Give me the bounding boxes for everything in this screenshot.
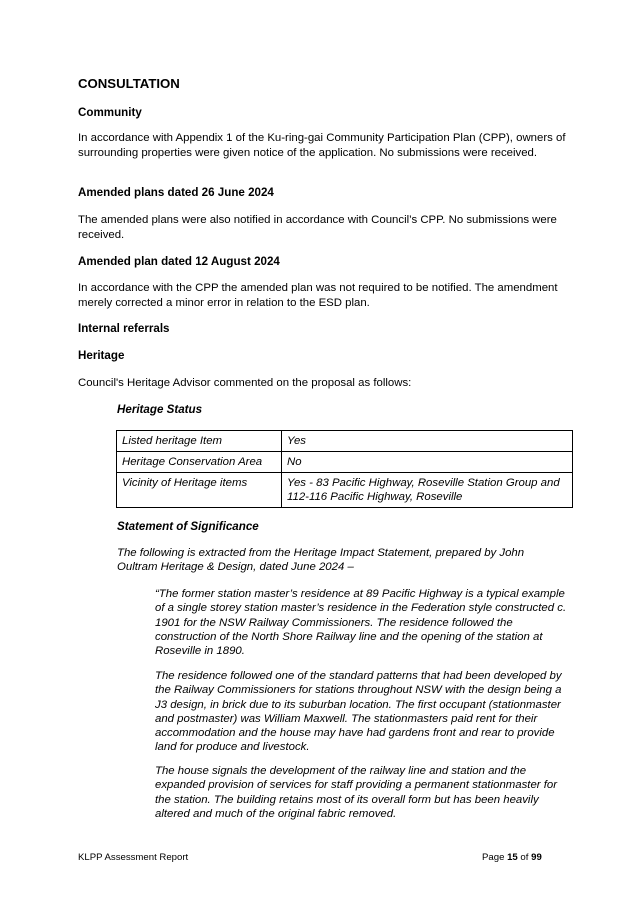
quote-paragraph: The residence followed one of the standard patterns that had been developed by the Railway Commissioners for stations throughout NSW with the design being a J3 design, in brick due to its suburban location. The first occupant (stationmaster and postmaster) was William Maxwell. The stationmasters paid rent for their accommodation and the house may have had gardens front and rear to provide land for produce and livestock. — [155, 670, 562, 754]
footer-page-number — [482, 852, 542, 863]
table-row — [117, 452, 573, 473]
significance-title: Statement of Significance — [117, 520, 259, 533]
heritage-title: Heritage — [78, 349, 125, 362]
internal-referrals-title: Internal referrals — [78, 322, 170, 335]
amended-august-text: In accordance with the CPP the amended plan was not required to be notified. The amendment merely corrected a minor error in relation to the ESD plan. — [78, 282, 558, 309]
footer-report-name: KLPP Assessment Report — [78, 852, 189, 863]
heritage-intro: Council's Heritage Advisor commented on the proposal as follows: — [78, 377, 412, 389]
section-heading: CONSULTATION — [78, 76, 180, 91]
table-cell-label: Vicinity of Heritage items — [117, 473, 282, 508]
quote-paragraph: “The former station master’s residence at 89 Pacific Highway is a typical example of a single storey station master’s residence in the Federation style constructed c. 1901 for the NSW Railway Commissioners. The residence followed the construction of the North Shore Railway line and the opening of the station at Roseville in 1890. — [155, 588, 567, 658]
quote-paragraph: The house signals the development of the railway line and station and the expanded provision of services for staff providing a permanent stationmaster for the station. The building retains most of its overall form but has been heavily altered and much of the original fabric removed. — [155, 765, 558, 820]
total-pages: 99 — [531, 852, 542, 863]
table-cell-value: Yes - 83 Pacific Highway, Roseville Station Group and 112-116 Pacific Highway, Roseville — [282, 473, 573, 508]
significance-intro: The following is extracted from the Heritage Impact Statement, prepared by John Oultram Heritage & Design, dated June 2024 – — [117, 547, 525, 574]
page-of: of — [520, 852, 529, 863]
page-prefix: Page — [482, 852, 505, 863]
amended-june-title: Amended plans dated 26 June 2024 — [78, 186, 274, 199]
amended-june-text: The amended plans were also notified in accordance with Council’s CPP. No submissions were received. — [78, 214, 557, 241]
amended-august-title: Amended plan dated 12 August 2024 — [78, 255, 280, 268]
current-page: 15 — [507, 852, 518, 863]
table-row — [117, 431, 573, 452]
table-cell-label: Heritage Conservation Area — [117, 452, 282, 473]
community-title: Community — [78, 106, 142, 119]
heritage-status-table — [116, 430, 573, 508]
table-cell-value: Yes — [282, 431, 573, 452]
heritage-status-title: Heritage Status — [117, 403, 203, 416]
table-cell-label: Listed heritage Item — [117, 431, 282, 452]
table-row — [117, 473, 573, 508]
table-cell-value: No — [282, 452, 573, 473]
community-text: In accordance with Appendix 1 of the Ku-ring-gai Community Participation Plan (CPP), owners of surrounding properties were given notice of the application. No submissions were received. — [78, 132, 566, 159]
